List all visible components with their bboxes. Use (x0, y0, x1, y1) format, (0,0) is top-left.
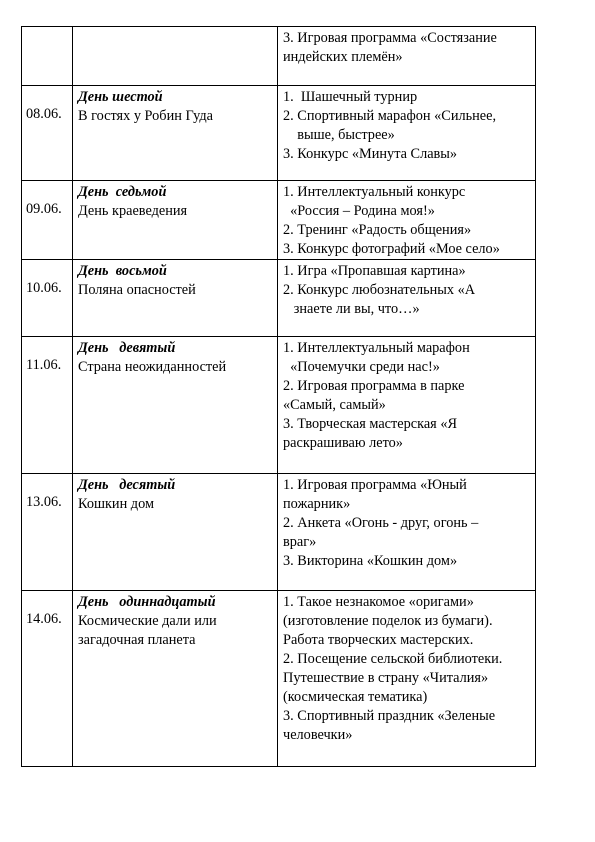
theme-line: Страна неожиданностей (78, 359, 227, 375)
activity-line: 2. Анкета «Огонь - друг, огонь – (283, 515, 479, 531)
activity-line: индейских племён» (283, 49, 403, 65)
date-cell (22, 474, 73, 591)
theme-line: Космические дали или (78, 613, 217, 629)
activities-cell (278, 337, 536, 474)
day-theme-cell (73, 86, 278, 181)
activities-cell (278, 260, 536, 337)
activity-line: 3. Спортивный праздник «Зеленые (283, 708, 496, 724)
activity-line: враг» (283, 534, 317, 550)
activity-line: человечки» (283, 727, 353, 743)
activity-line: 1. Шашечный турнир (283, 89, 418, 105)
activity-line: пожарник» (283, 496, 351, 512)
date-cell (22, 260, 73, 337)
activity-line: «Россия – Родина моя!» (283, 203, 435, 219)
activities-cell (278, 181, 536, 260)
day-title: День одиннадцатый (78, 594, 216, 610)
activity-line: Работа творческих мастерских. (283, 632, 474, 648)
date-cell (22, 181, 73, 260)
activity-line: «Почемучки среди нас!» (283, 359, 440, 375)
day-title: День восьмой (78, 263, 167, 279)
day-theme-cell (73, 474, 278, 591)
activity-line: 1. Игровая программа «Юный (283, 477, 467, 493)
schedule-row (22, 337, 536, 474)
activity-line: 1. Интеллектуальный конкурс (283, 184, 466, 200)
schedule-row (22, 181, 536, 260)
date-cell (22, 27, 73, 86)
theme-line: В гостях у Робин Гуда (78, 108, 214, 124)
schedule-row (22, 474, 536, 591)
activities-list (278, 337, 535, 453)
day-title: День седьмой (78, 184, 167, 200)
date-cell (22, 337, 73, 474)
schedule-row (22, 86, 536, 181)
day-theme-cell (73, 337, 278, 474)
schedule-body (22, 27, 536, 767)
activities-list (278, 474, 535, 571)
activities-list (278, 260, 535, 319)
theme-line: загадочная планета (78, 632, 196, 648)
schedule-row (22, 27, 536, 86)
day-title: День девятый (78, 340, 176, 356)
theme-line: Поляна опасностей (78, 282, 196, 298)
activities-list (278, 27, 535, 67)
date-text: 13.06. (26, 494, 62, 510)
activity-line: 1. Интеллектуальный марафон (283, 340, 470, 356)
day-title: День шестой (78, 89, 163, 105)
activity-line: 3. Конкурс «Минута Славы» (283, 146, 458, 162)
activities-cell (278, 591, 536, 767)
schedule-row (22, 591, 536, 767)
activity-line: знаете ли вы, что…» (283, 301, 420, 317)
activities-cell (278, 27, 536, 86)
activities-list (278, 181, 535, 259)
activities-list (278, 86, 535, 164)
activity-line: 3. Викторина «Кошкин дом» (283, 553, 458, 569)
activity-line: (космическая тематика) (283, 689, 428, 705)
activities-cell (278, 86, 536, 181)
day-title: День десятый (78, 477, 176, 493)
activity-line: (изготовление поделок из бумаги). (283, 613, 493, 629)
date-text: 14.06. (26, 611, 62, 627)
day-theme-cell (73, 181, 278, 260)
activity-line: выше, быстрее» (283, 127, 395, 143)
date-cell (22, 591, 73, 767)
activity-line: 3. Игровая программа «Состязание (283, 30, 497, 46)
activity-line: 1. Игра «Пропавшая картина» (283, 263, 466, 279)
date-text: 10.06. (26, 280, 62, 296)
activity-line: 3. Творческая мастерская «Я (283, 416, 458, 432)
activity-line: 2. Спортивный марафон «Сильнее, (283, 108, 497, 124)
schedule-table (21, 26, 536, 767)
day-theme-cell (73, 27, 278, 86)
theme-line: Кошкин дом (78, 496, 155, 512)
activity-line: 2. Посещение сельской библиотеки. (283, 651, 503, 667)
activities-cell (278, 474, 536, 591)
activities-list (278, 591, 535, 745)
activity-line: 2. Тренинг «Радость общения» (283, 222, 472, 238)
day-theme-cell (73, 260, 278, 337)
activity-line: 2. Конкурс любознательных «А (283, 282, 476, 298)
date-cell (22, 86, 73, 181)
activity-line: 1. Такое незнакомое «оригами» (283, 594, 474, 610)
date-text: 08.06. (26, 106, 62, 122)
activity-line: 3. Конкурс фотографий «Мое село» (283, 241, 500, 257)
activity-line: «Самый, самый» (283, 397, 386, 413)
activity-line: 2. Игровая программа в парке (283, 378, 465, 394)
activity-line: Путешествие в страну «Читалия» (283, 670, 489, 686)
day-theme-cell (73, 591, 278, 767)
schedule-row (22, 260, 536, 337)
theme-line: День краеведения (78, 203, 188, 219)
date-text: 09.06. (26, 201, 62, 217)
activity-line: раскрашиваю лето» (283, 435, 403, 451)
date-text: 11.06. (26, 357, 62, 373)
